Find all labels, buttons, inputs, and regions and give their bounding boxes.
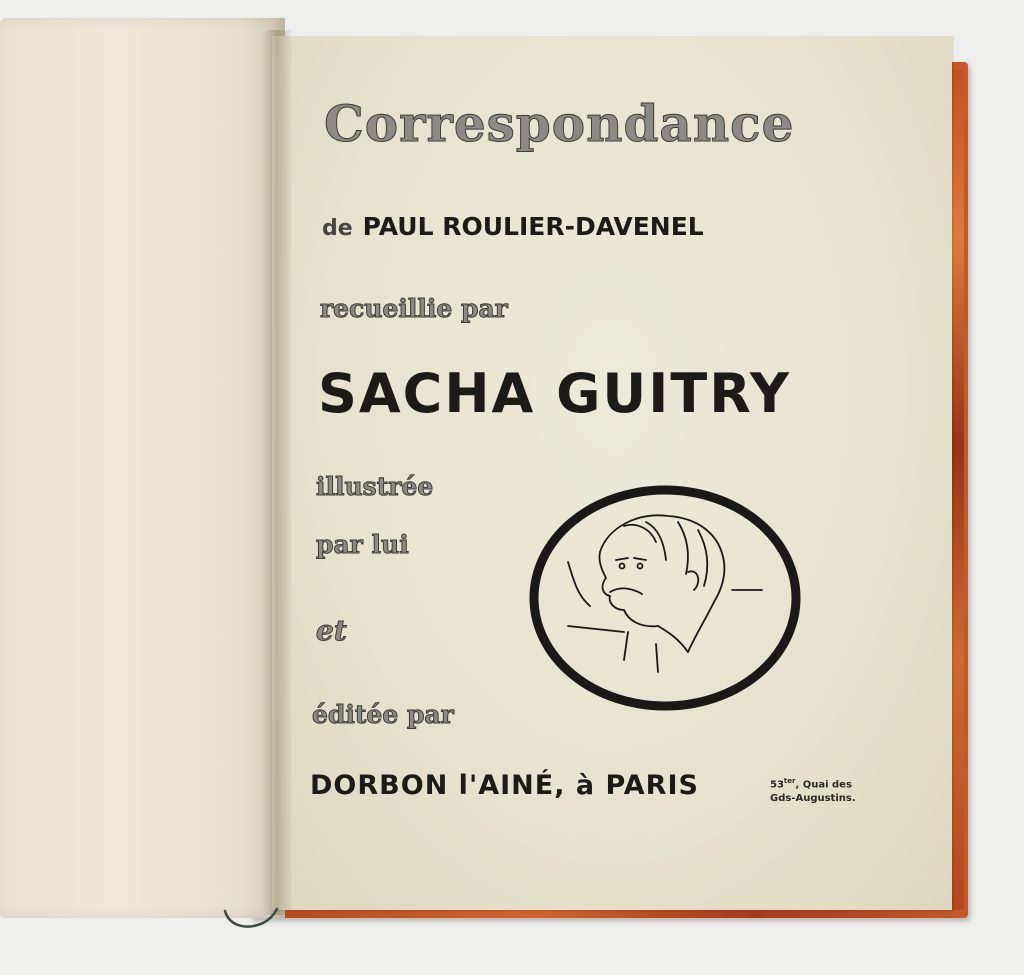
binding-thread-icon bbox=[215, 905, 285, 935]
illustrated-label: illustrée bbox=[316, 472, 434, 501]
by-him-label: par lui bbox=[316, 530, 409, 559]
address-line-2: Gds-Augustins. bbox=[770, 793, 856, 805]
left-blank-page bbox=[0, 18, 285, 918]
publisher-address bbox=[770, 774, 856, 806]
edited-by-label: éditée par bbox=[312, 700, 454, 729]
de-word: de bbox=[322, 216, 353, 241]
title-page bbox=[272, 36, 952, 910]
and-label: et bbox=[316, 614, 347, 647]
address-line-1: $53^{ter}$, Quai des bbox=[770, 777, 852, 791]
subject-line bbox=[322, 212, 704, 241]
subject-name: PAUL ROULIER-DAVENEL bbox=[362, 212, 704, 241]
book-title: Correspondance bbox=[324, 94, 795, 153]
page-gutter bbox=[262, 30, 292, 915]
portrait-sketch-icon bbox=[528, 482, 806, 714]
author-name: SACHA GUITRY bbox=[318, 362, 791, 425]
collected-by-label: recueillie par bbox=[320, 294, 508, 323]
publisher-name: DORBON l'AINÉ, à PARIS bbox=[310, 770, 699, 801]
